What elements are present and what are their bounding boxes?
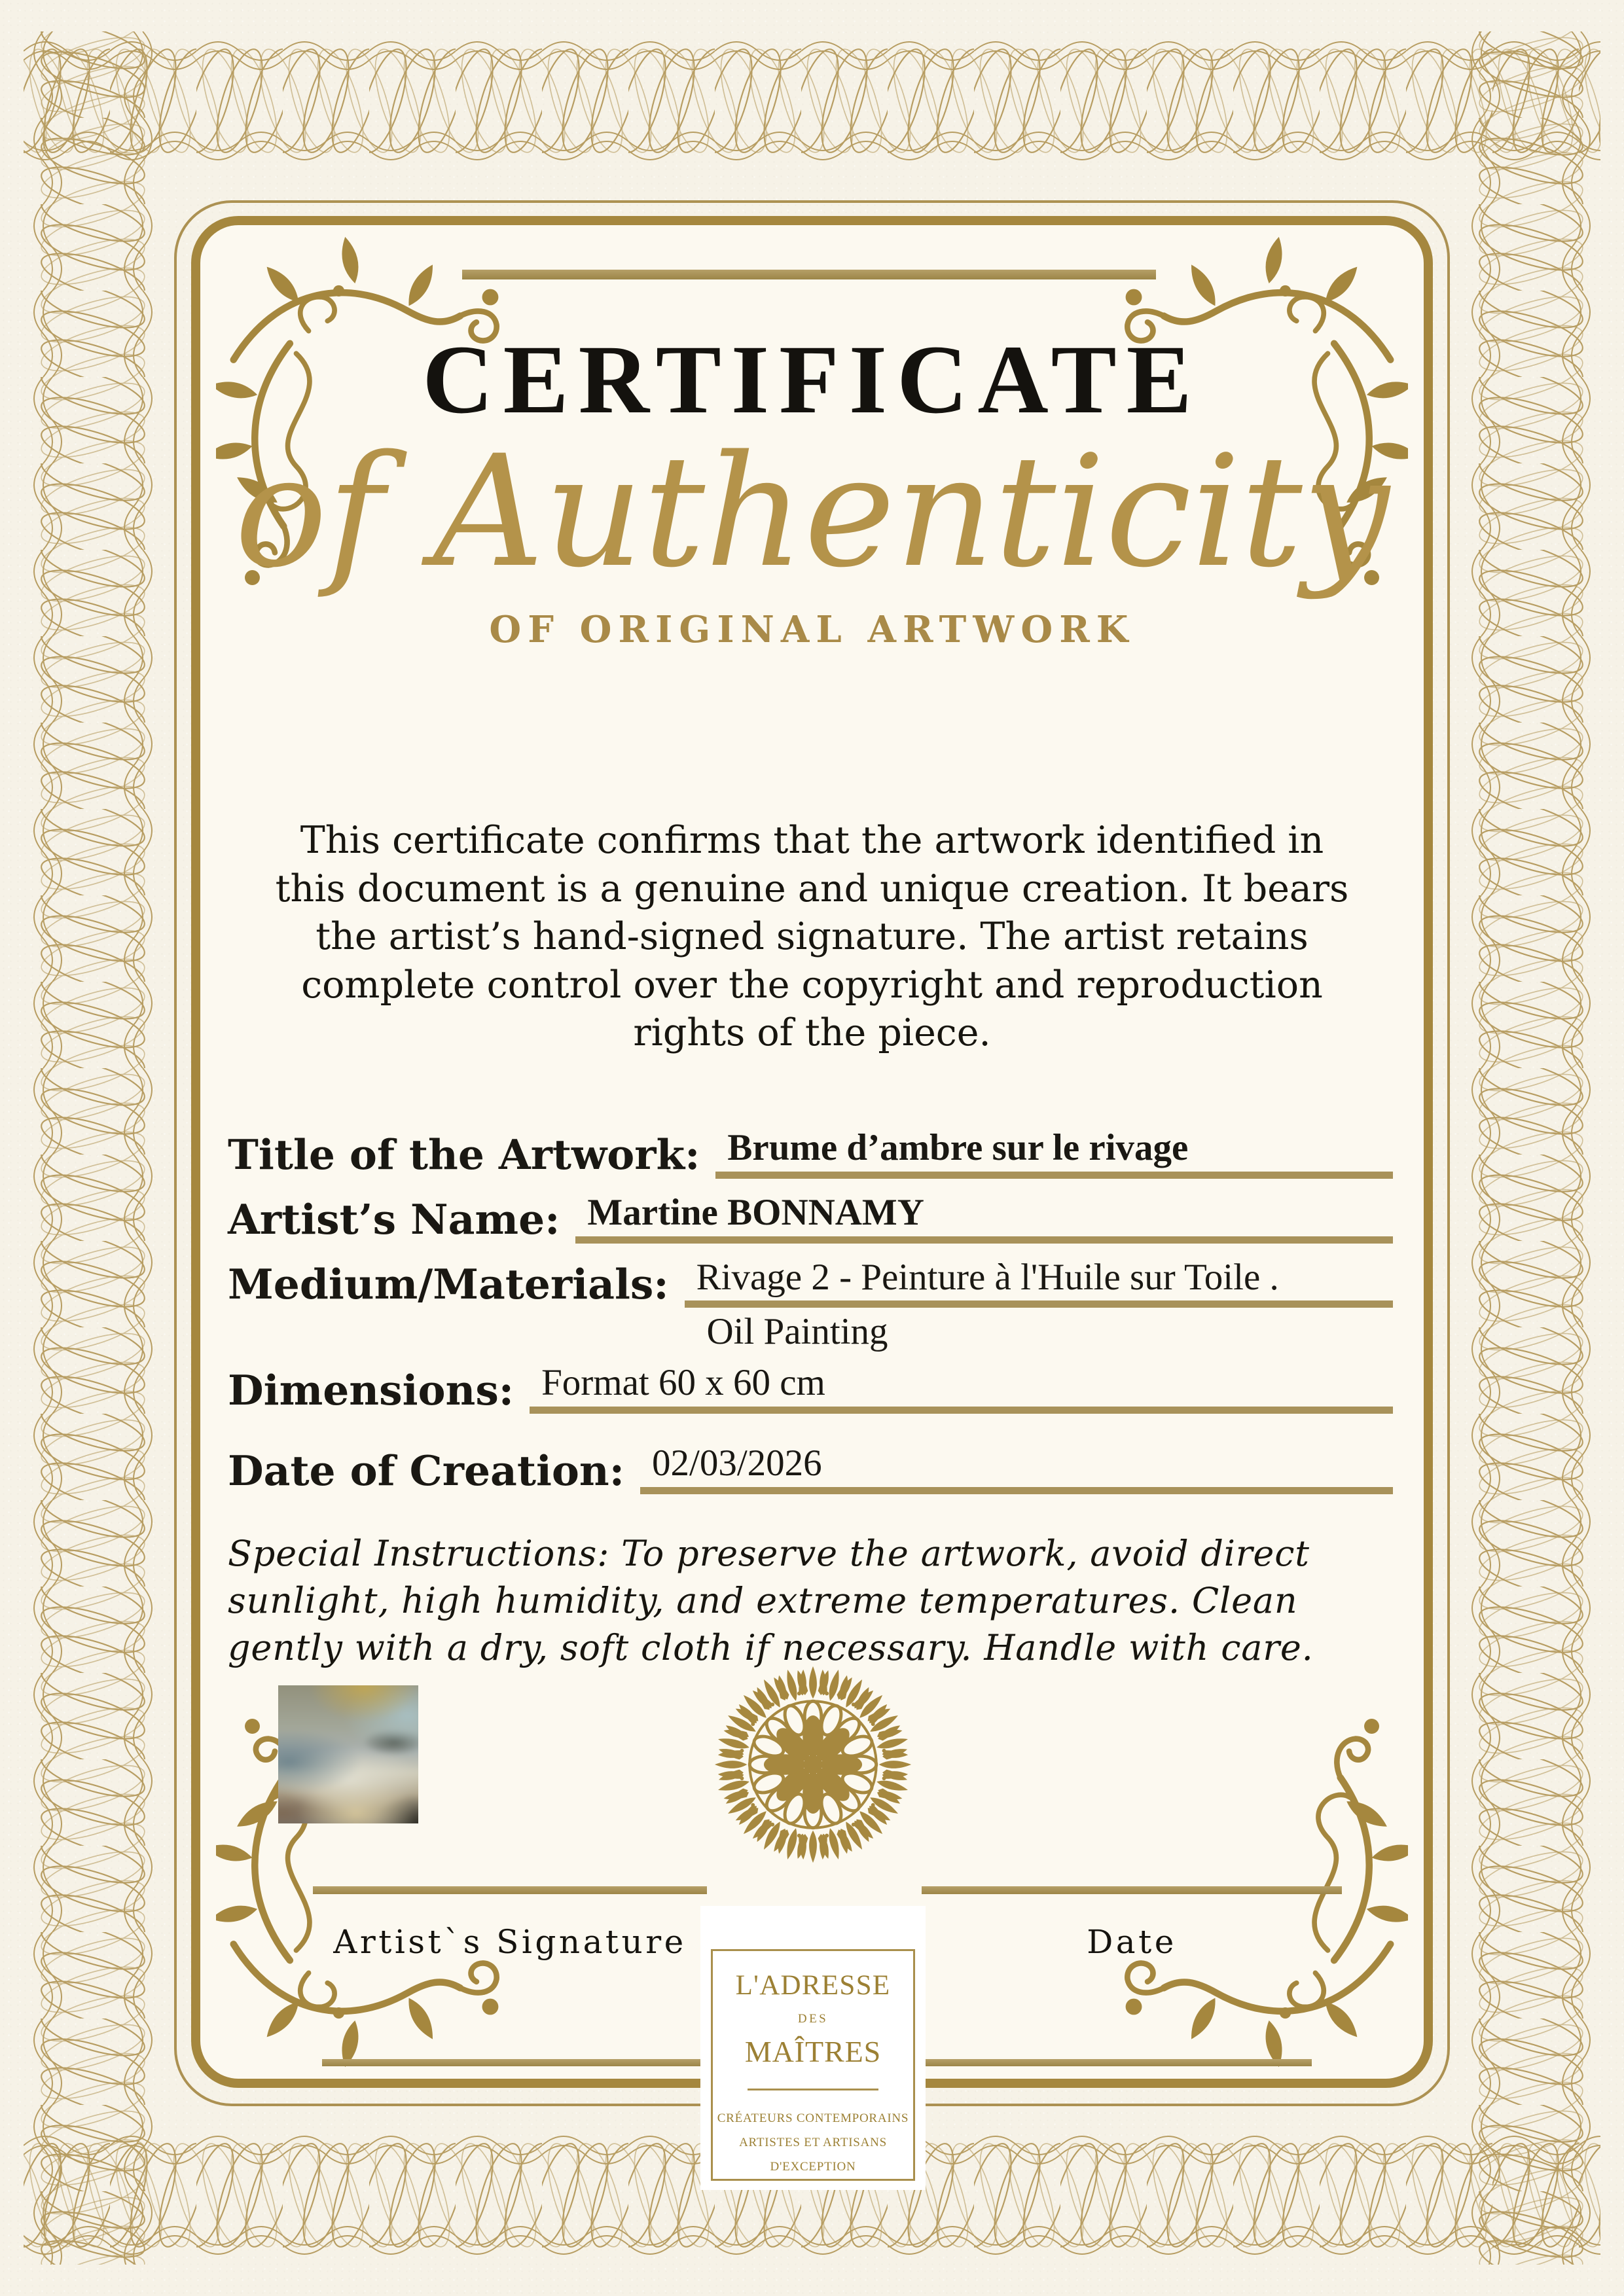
field-label: Title of the Artwork:: [228, 1130, 700, 1179]
field-row-medium: [228, 1257, 1393, 1308]
field-row-title: [228, 1127, 1393, 1179]
special-instructions: Special Instructions: To preserve the artwork, avoid direct sunlight, high humidity, and extreme temperatures. Clean gently with a dry, soft cloth if necessary. Handle with care.: [228, 1533, 1314, 1668]
field-value: Brume d’ambre sur le rivage: [715, 1127, 1393, 1179]
publisher-logo-rule: [748, 2089, 878, 2090]
artist-signature-label: Artist`s Signature: [333, 1923, 687, 1961]
field-value: Format 60 x 60 cm: [530, 1362, 1393, 1414]
field-label: Medium/Materials:: [228, 1260, 669, 1309]
field-value-line2: Oil Painting: [706, 1311, 888, 1353]
publisher-tagline: [717, 2106, 909, 2179]
artwork-fields: [228, 1127, 1393, 1507]
intro-paragraph: This certificate confirms that the artwork identified in this document is a genuine and unique creation. It bears the artist’s hand-signed signature. The artist retains complete control over the copyright and reproduction rights of the piece.: [275, 819, 1349, 1055]
date-line: [922, 1886, 1342, 1894]
original-artwork-subtitle: OF ORIGINAL ARTWORK: [489, 607, 1135, 651]
field-row-artist: [228, 1192, 1393, 1244]
date-label: Date: [1087, 1923, 1177, 1961]
publisher-name-line3: MAÎTRES: [744, 2035, 882, 2068]
title-block: [0, 325, 1624, 651]
field-value: Martine BONNAMY: [575, 1192, 1393, 1244]
field-row-date: [228, 1443, 1393, 1494]
publisher-name-line2: DES: [797, 2012, 829, 2026]
authenticity-script-title: of Authenticity: [234, 423, 1390, 601]
rosette-medallion-icon: [710, 1661, 916, 1868]
top-accent-rule: [462, 270, 1156, 279]
field-value: Rivage 2 - Peinture à l'Huile sur Toile .: [685, 1257, 1393, 1308]
guilloche-border-top-icon: [24, 31, 1600, 170]
publisher-tagline-line3: D'EXCEPTION: [770, 2159, 856, 2174]
publisher-tagline-line2: ARTISTES ET ARTISANS: [739, 2135, 887, 2149]
field-label: Dimensions:: [228, 1365, 514, 1414]
field-value: 02/03/2026: [640, 1443, 1393, 1494]
publisher-logo: [713, 1951, 913, 2179]
field-label: Date of Creation:: [228, 1446, 624, 1495]
field-row-dimensions: [228, 1362, 1393, 1414]
certificate-title: CERTIFICATE: [422, 325, 1202, 434]
publisher-name-line1: L'ADRESSE: [735, 1970, 891, 2001]
artist-signature-line: [313, 1886, 707, 1894]
field-label: Artist’s Name:: [228, 1195, 560, 1244]
publisher-logo-card: [700, 1906, 926, 2190]
artwork-thumbnail-painting: [278, 1685, 418, 1823]
artwork-thumbnail: [278, 1685, 418, 1823]
publisher-tagline-line1: CRÉATEURS CONTEMPORAINS: [717, 2111, 909, 2125]
